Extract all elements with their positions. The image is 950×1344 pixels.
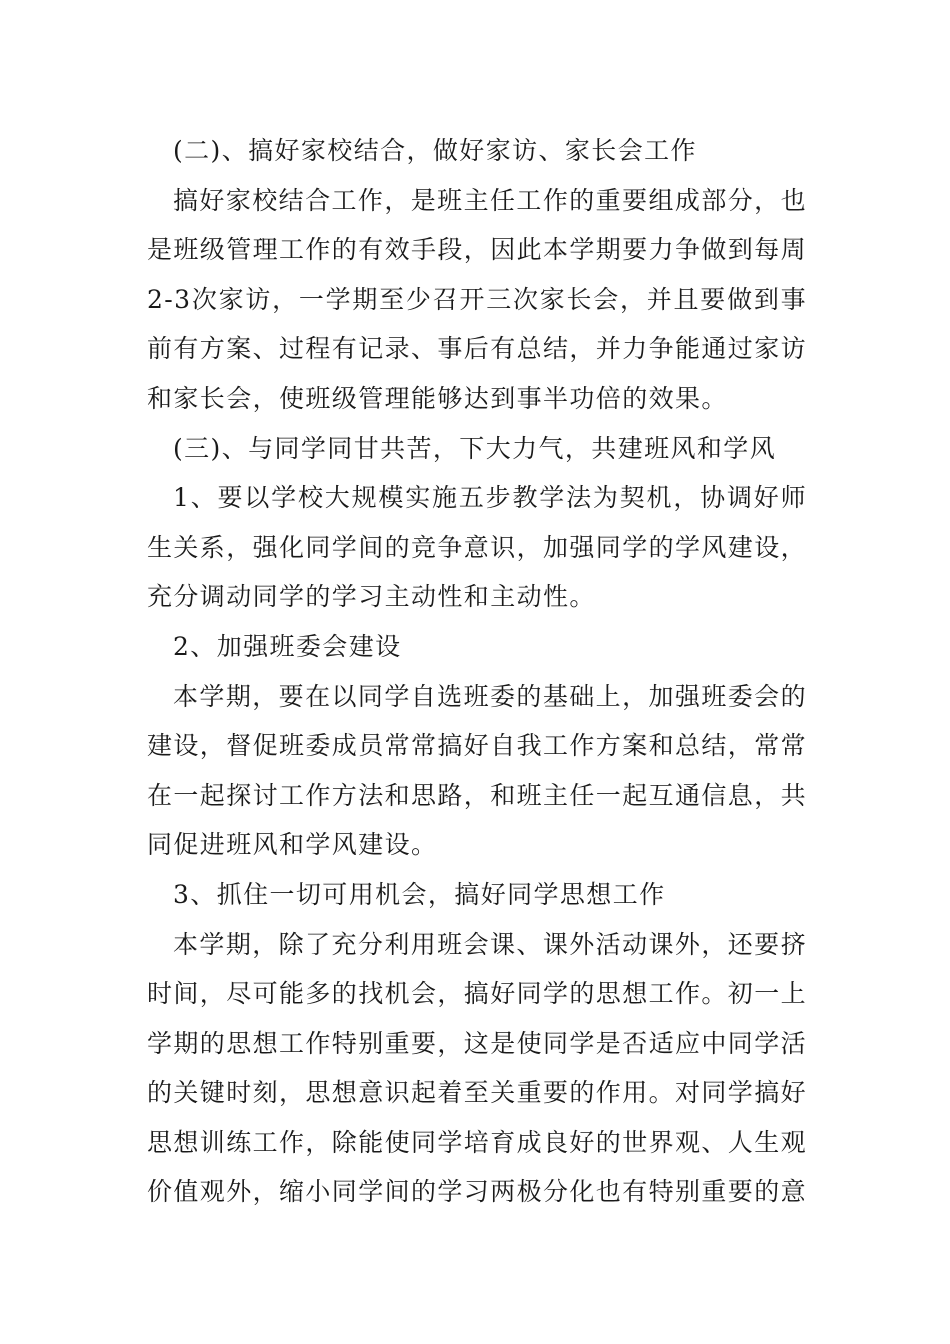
paragraph-item-1: 1、要以学校大规模实施五步教学法为契机，协调好师生关系，强化同学间的竞争意识，加强同学的学风建设，充分调动同学的学习主动性和主动性。	[147, 483, 808, 612]
paragraph-class-committee: 本学期，要在以同学自选班委的基础上，加强班委会的建设，督促班委成员常常搞好自我工作方案和总结，常常在一起探讨工作方法和思路，和班主任一起互通信息，共同促进班风和学风建设。	[147, 681, 808, 860]
item-heading-2: 2、加强班委会建设	[173, 631, 402, 661]
paragraph-thought-work: 本学期，除了充分利用班会课、课外活动课外，还要挤时间，尽可能多的找机会，搞好同学的思想工作。初一上学期的思想工作特别重要，这是使同学是否适应中同学活的关键时刻，思想意识起着至关重要的作用。对同学搞好思想训练工作，除能使同学培育成良好的世界观、人生观价值观外，缩小同学间的学习两极分化也有特别重要的意	[147, 929, 808, 1207]
document-body	[147, 126, 807, 1217]
paragraph-home-school: 搞好家校结合工作，是班主任工作的重要组成部分，也是班级管理工作的有效手段，因此本学期要力争做到每周2-3次家访，一学期至少召开三次家长会，并且要做到事前有方案、过程有记录、事后有总结，并力争能通过家访和家长会，使班级管理能够达到事半功倍的效果。	[147, 185, 808, 413]
section-heading-2: (二)、搞好家校结合，做好家访、家长会工作	[173, 136, 697, 165]
item-heading-3: 3、抓住一切可用机会，搞好同学思想工作	[173, 879, 666, 909]
section-heading-3: (三)、与同学同甘共苦，下大力气，共建班风和学风	[173, 433, 777, 463]
